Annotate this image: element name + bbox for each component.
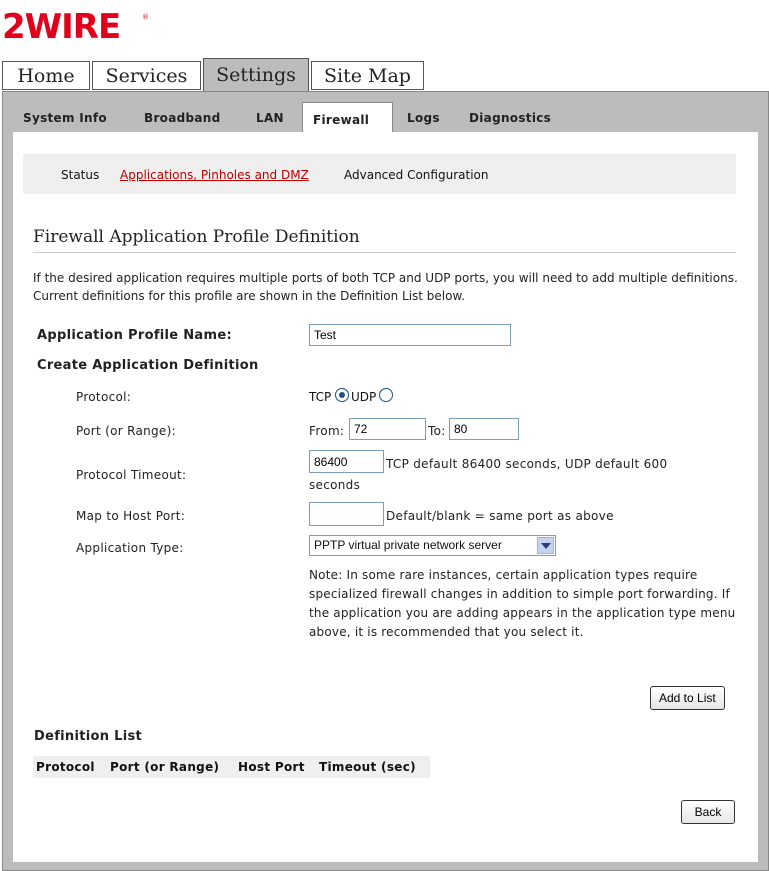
subtab-logs[interactable]: Logs (407, 111, 440, 125)
back-button[interactable]: Back (681, 800, 735, 824)
application-type-note: Note: In some rare instances, certain application types require specialized firewall changes in addition to simple port forwarding. If the application you are adding appears in the application type menu above, it is recommended that you select it. (309, 568, 736, 639)
settings-frame (2, 91, 769, 871)
map-host-port-label: Map to Host Port: (76, 509, 186, 523)
map-host-port-hint: Default/blank = same port as above (386, 509, 614, 523)
col-timeout: Timeout (sec) (319, 760, 416, 774)
definition-list-header (33, 756, 430, 778)
firewall-subnav (23, 154, 736, 194)
link-advanced-configuration[interactable]: Advanced Configuration (344, 168, 489, 182)
registered-mark-icon: ® (142, 13, 149, 21)
add-to-list-button[interactable]: Add to List (650, 686, 725, 710)
protocol-timeout-label: Protocol Timeout: (76, 468, 187, 482)
from-label: From: (309, 424, 345, 438)
title-divider (33, 252, 736, 253)
tab-home[interactable]: Home (2, 61, 90, 90)
timeout-hint: TCP default 86400 seconds, UDP default 600 (386, 457, 668, 471)
profile-name-input[interactable] (309, 324, 511, 346)
port-range-label: Port (or Range): (76, 424, 176, 438)
tab-settings[interactable]: Settings (203, 58, 309, 91)
protocol-tcp-radio[interactable] (335, 388, 349, 402)
intro-text: If the desired application requires multiple ports of both TCP and UDP ports, you will need to add multiple definitions. Current definitions for this profile are shown in the Definition List below. (33, 271, 738, 303)
protocol-tcp-label: TCP (309, 390, 332, 404)
protocol-timeout-input[interactable] (309, 450, 384, 473)
subtab-system-info[interactable]: System Info (23, 111, 107, 125)
page-title: Firewall Application Profile Definition (33, 227, 360, 247)
link-applications-pinholes-dmz[interactable]: Applications, Pinholes and DMZ (120, 168, 309, 182)
subtab-broadband[interactable]: Broadband (144, 111, 221, 125)
sub-nav (3, 92, 768, 132)
col-port-range: Port (or Range) (110, 760, 220, 774)
tab-services[interactable]: Services (92, 61, 201, 90)
col-host-port: Host Port (238, 760, 305, 774)
2wire-logo (2, 10, 172, 44)
subtab-firewall[interactable]: Firewall (302, 102, 393, 132)
application-type-label: Application Type: (76, 541, 184, 555)
content-panel (13, 132, 758, 862)
logo-text: 2WIRE (2, 10, 121, 44)
port-from-input[interactable] (349, 418, 426, 440)
application-type-select[interactable] (309, 535, 556, 556)
link-status[interactable]: Status (61, 168, 100, 182)
port-to-input[interactable] (449, 418, 519, 440)
chevron-down-icon[interactable] (537, 537, 554, 554)
protocol-udp-radio[interactable] (379, 388, 393, 402)
col-protocol: Protocol (36, 760, 95, 774)
create-definition-heading: Create Application Definition (37, 358, 259, 373)
application-type-value: PPTP virtual private network server (314, 538, 502, 552)
tab-site-map[interactable]: Site Map (311, 61, 424, 90)
definition-list-heading: Definition List (34, 729, 143, 744)
subtab-diagnostics[interactable]: Diagnostics (469, 111, 552, 125)
map-host-port-input[interactable] (309, 502, 384, 526)
protocol-udp-label: UDP (351, 390, 377, 404)
subtab-lan[interactable]: LAN (256, 111, 284, 125)
to-label: To: (428, 424, 446, 438)
timeout-hint-cont: seconds (309, 478, 361, 492)
profile-name-label: Application Profile Name: (37, 328, 232, 343)
protocol-label: Protocol: (76, 390, 132, 404)
